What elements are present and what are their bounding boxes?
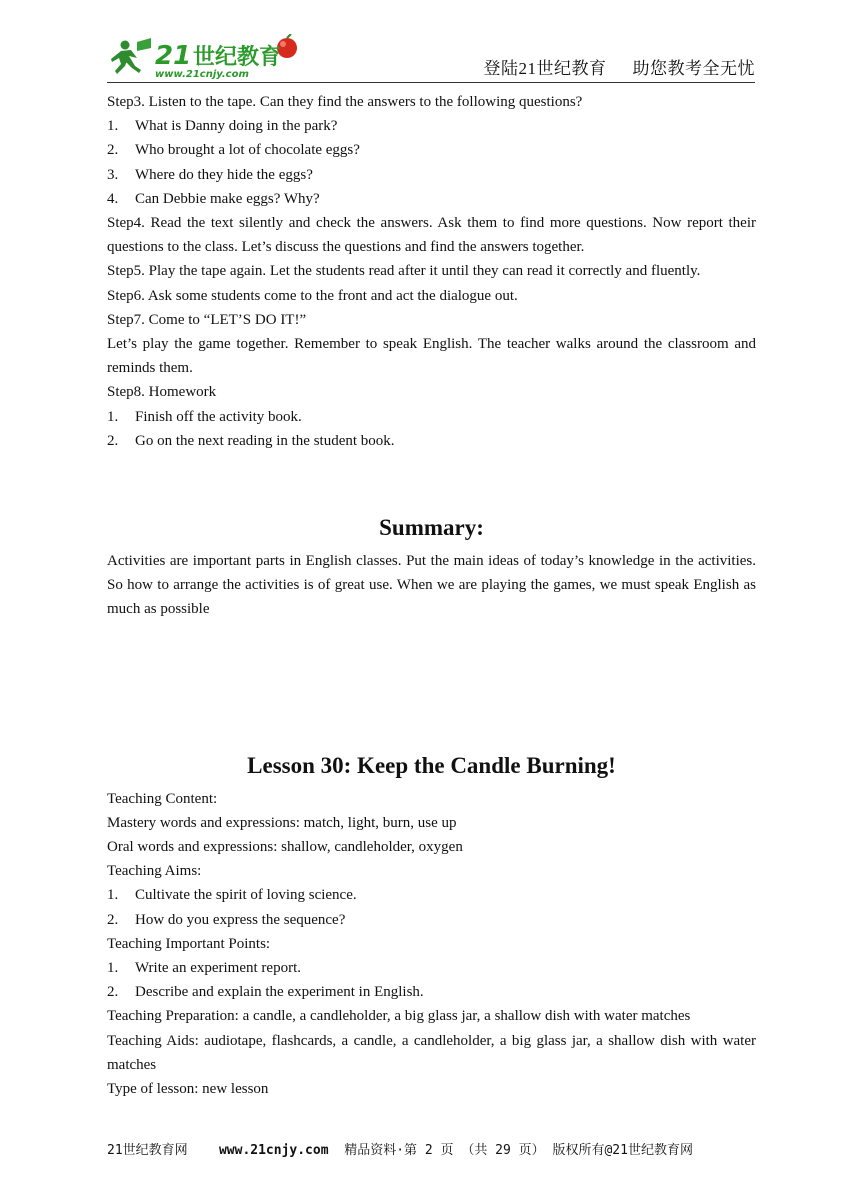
document-body (107, 90, 756, 1101)
oral-words: Oral words and expressions: shallow, candleholder, oxygen (107, 839, 463, 856)
svg-text:21: 21 (155, 41, 192, 71)
footer-url[interactable]: www.21cnjy.com (218, 1143, 329, 1158)
page-footer (107, 1139, 693, 1158)
important-points-label: Teaching Important Points: (107, 935, 271, 952)
step4-text: Step4. Read the text silently and check the answers. Ask them to find more questions. Now report their questions to the class. Let’s discuss the questions and find the answers together. (107, 215, 756, 256)
mastery-words: Mastery words and expressions: match, light, burn, use up (107, 814, 457, 831)
teaching-preparation: Teaching Preparation: a candle, a candleholder, a big glass jar, a shallow dish with water matches (107, 1008, 691, 1025)
list-item: 1. Cultivate the spirit of loving science. (107, 887, 357, 904)
lesson-type: Type of lesson: new lesson (107, 1081, 269, 1098)
list-item: 3. Where do they hide the eggs? (107, 166, 313, 183)
teaching-aids: Teaching Aids: audiotape, flashcards, a candle, a candleholder, a big glass jar, a shallow dish with water matches (107, 1032, 756, 1073)
footer-page-info: 精品资料·第 2 页 （共 29 页） 版权所有@21世纪教育网 (344, 1143, 693, 1158)
teaching-content-label: Teaching Content: (107, 790, 218, 807)
list-item: 2. Go on the next reading in the student book. (107, 432, 395, 449)
teaching-aims-label: Teaching Aims: (107, 863, 202, 880)
step7-text: Step7. Come to “LET’S DO IT!” (107, 311, 307, 328)
header-slogan (458, 54, 756, 79)
summary-heading: Summary: (379, 515, 484, 541)
summary-text: Activities are important parts in English classes. Put the main ideas of today’s knowledge in the activities. So how to arrange the activities is of great use. When we are playing the games, we must speak English as much as possible (107, 553, 756, 618)
step6-text: Step6. Ask some students come to the front and act the dialogue out. (107, 287, 518, 304)
slogan-left: 登陆21世纪教育 (483, 59, 607, 78)
list-item: 1. Finish off the activity book. (107, 408, 302, 425)
svg-text:世纪教育: 世纪教育 (193, 45, 282, 70)
list-item: 2. Describe and explain the experiment in English. (107, 984, 424, 1001)
list-item: 2. How do you express the sequence? (107, 911, 346, 928)
lesson-heading: Lesson 30: Keep the Candle Burning! (247, 752, 616, 778)
step3-text: Step3. Listen to the tape. Can they find the answers to the following questions? (107, 94, 583, 110)
step5-text: Step5. Play the tape again. Let the students read after it until they can read it correctly and fluently. (107, 263, 701, 280)
step7-detail: Let’s play the game together. Remember to speak English. The teacher walks around the classroom and reminds them. (107, 336, 756, 377)
list-item: 4. Can Debbie make eggs? Why? (107, 190, 320, 207)
svg-text:www.21cnjy.com: www.21cnjy.com (155, 69, 249, 80)
footer-site-name: 21世纪教育网 (107, 1143, 188, 1158)
site-logo (107, 34, 307, 80)
list-item: 2. Who brought a lot of chocolate eggs? (107, 142, 360, 159)
step8-text: Step8. Homework (107, 384, 217, 401)
list-item: 1. Write an experiment report. (107, 960, 301, 977)
slogan-right: 助您教考全无忧 (632, 59, 755, 78)
page-header (107, 34, 755, 83)
list-item: 1. What is Danny doing in the park? (107, 118, 338, 135)
